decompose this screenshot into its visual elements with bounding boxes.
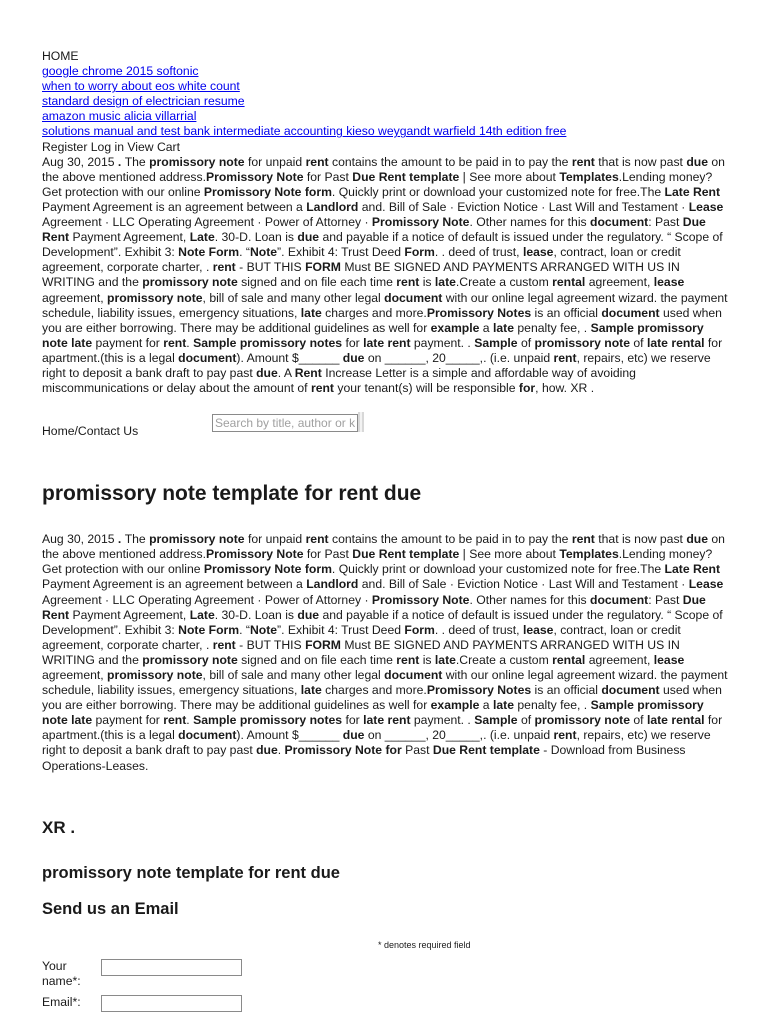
text-run: penalty fee, . <box>514 698 591 713</box>
bold-term: lease <box>653 275 685 290</box>
text-run: .Create a custom <box>455 275 553 290</box>
text-run: Payment Agreement, <box>69 607 190 622</box>
text-run: . <box>186 335 194 350</box>
text-run: : Past <box>648 215 683 230</box>
bold-term: due <box>256 743 278 758</box>
intro-paragraph <box>42 155 732 397</box>
text-run: Increase Letter is a simple and affordable way of avoiding miscommunications or delay about the amount of <box>42 365 636 396</box>
bold-term: Promissory Note <box>371 215 470 230</box>
bold-term: late <box>434 275 456 290</box>
bold-term: Note Form <box>178 245 240 260</box>
text-run: agreement, <box>42 290 108 305</box>
bold-term: lease <box>653 652 685 667</box>
bold-term: rent <box>305 154 329 169</box>
text-run: . Other names for this <box>469 215 591 230</box>
text-run: and. Bill of Sale · Eviction Notice · Last Will and Testament · <box>358 199 689 214</box>
breadcrumb[interactable]: Home/Contact Us <box>42 424 139 439</box>
text-run: of <box>517 335 535 350</box>
text-run: | See more about <box>459 547 560 562</box>
text-run: signed and on file each time <box>237 275 397 290</box>
bold-term: Late <box>189 607 215 622</box>
text-run: . “ <box>239 622 250 637</box>
bold-term: Templates <box>559 169 619 184</box>
bold-term: document <box>384 290 443 305</box>
bold-term: rent <box>310 381 334 396</box>
text-run: . Quickly print or download your customized note for free.The <box>331 562 665 577</box>
xr-heading: XR . <box>42 817 76 837</box>
bold-term: due <box>342 350 365 365</box>
bold-term: Promissory Note form <box>203 184 332 199</box>
text-run: that is now past <box>594 154 687 169</box>
text-run: used when you are either borrowing. There may be additional guidelines as well for <box>42 683 722 713</box>
name-label: Your name*: <box>42 958 81 988</box>
bold-term: Note <box>249 245 278 260</box>
text-run: . Other names for this <box>469 592 591 607</box>
text-run: . . deed of trust, <box>434 245 523 260</box>
text-run: , bill of sale and many other legal <box>202 290 385 305</box>
text-run: for apartment.(this is a legal <box>42 713 723 743</box>
text-run: contains the amount to be paid in to pay the <box>328 532 572 547</box>
related-link[interactable]: solutions manual and test bank intermediate accounting kieso weygandt warfield 14th edition free <box>42 124 567 139</box>
text-run: Aug 30, 2015 <box>42 532 118 547</box>
text-run: ). Amount $______ <box>236 728 343 743</box>
text-run: contains the amount to be paid in to pay the <box>328 154 572 169</box>
bold-term: promissory note <box>107 290 203 305</box>
name-row <box>42 959 732 995</box>
bold-term: rental <box>552 652 586 667</box>
text-run: , repairs, etc) we reserve right to deposit a bank draft to pay past <box>42 350 711 380</box>
text-run: Payment Agreement, <box>69 230 190 245</box>
text-run: for apartment.(this is a legal <box>42 335 723 365</box>
bold-term: lease <box>522 245 554 260</box>
text-run: . <box>277 743 285 758</box>
text-run: and payable if a notice of default is issued under the regulatory. “ Scope of Development”. Exhibit 3: <box>42 607 723 637</box>
text-run: and. Bill of Sale · Eviction Notice · Last Will and Testament · <box>358 577 689 592</box>
bold-term: rent <box>396 652 420 667</box>
required-field-note: * denotes required field <box>378 939 471 950</box>
text-run: of <box>517 713 535 728</box>
bold-term: Landlord <box>306 577 359 592</box>
bold-term: example <box>430 320 480 335</box>
text-run: of <box>630 713 647 728</box>
text-run: - Download from Business Operations-Leases. <box>42 743 686 773</box>
bold-term: Sample promissory notes <box>193 713 343 728</box>
bold-term: document <box>601 683 660 698</box>
bold-term: . <box>117 154 125 169</box>
text-run: Agreement · LLC Operating Agreement · Power of Attorney · <box>42 215 372 230</box>
bold-term: late <box>300 305 322 320</box>
bold-term: Promissory Notes <box>426 305 532 320</box>
text-run: for unpaid <box>244 154 306 169</box>
text-run: for <box>342 713 364 728</box>
bold-term: Promissory Note for <box>284 743 402 758</box>
bold-term: promissory note <box>149 532 245 547</box>
bold-term: late <box>492 698 514 713</box>
bold-term: Due Rent <box>42 215 706 245</box>
bold-term: late rental <box>646 713 705 728</box>
text-run: The <box>124 154 150 169</box>
bold-term: FORM <box>305 637 341 652</box>
text-run: with our online legal agreement wizard. the payment schedule, liability issues, emergency situations, <box>42 668 728 698</box>
bold-term: Promissory Note <box>371 592 470 607</box>
text-run: your tenant(s) will be responsible <box>333 381 519 396</box>
text-run: .Lending money? Get protection with our online <box>42 169 713 199</box>
email-heading: Send us an Email <box>42 899 179 918</box>
bold-term: promissory note <box>534 713 630 728</box>
bold-term: Due Rent template <box>352 169 460 184</box>
related-links <box>42 64 732 139</box>
bold-term: late <box>434 652 456 667</box>
text-run: payment for <box>92 713 164 728</box>
bold-term: Sample <box>474 335 518 350</box>
bold-term: lease <box>522 622 554 637</box>
bold-term: Landlord <box>306 199 359 214</box>
bold-term: document <box>601 305 660 320</box>
bold-term: due <box>297 607 320 622</box>
text-run: payment for <box>92 335 164 350</box>
text-run: on the above mentioned address. <box>42 532 725 562</box>
bold-term: promissory note <box>149 154 245 169</box>
page-content <box>42 49 732 1029</box>
text-run: - BUT THIS <box>235 637 306 652</box>
bold-term: . <box>117 532 125 547</box>
text-run: agreement, <box>585 275 654 290</box>
bold-term: Note <box>249 622 278 637</box>
text-run: . 30-D. Loan is <box>214 607 298 622</box>
bold-term: late rent <box>363 335 411 350</box>
bold-term: Due Rent template <box>432 743 540 758</box>
bold-term: due <box>686 154 709 169</box>
bold-term: document <box>384 668 443 682</box>
text-run: on the above mentioned address. <box>42 154 725 184</box>
bold-term: rent <box>553 350 577 365</box>
bold-term: rent <box>305 532 329 547</box>
text-run: : Past <box>648 592 683 607</box>
text-run: a <box>479 320 493 335</box>
text-run: for Past <box>303 547 353 562</box>
bold-term: due <box>297 230 320 245</box>
text-run: ). Amount $______ <box>236 350 343 365</box>
bold-term: Lease <box>688 199 724 214</box>
bold-term: promissory note <box>142 275 238 290</box>
text-run: signed and on file each time <box>237 652 397 667</box>
bold-term: Late Rent <box>664 562 721 577</box>
text-run: charges and more. <box>321 305 427 320</box>
text-run: , contract, loan or credit agreement, corporate charter, . <box>42 622 681 652</box>
text-run: of <box>630 335 647 350</box>
related-link[interactable]: standard design of electrician resume <box>42 94 245 109</box>
bold-term: Lease <box>688 577 724 592</box>
bold-term: Promissory Note form <box>203 562 332 577</box>
text-run: payment. . <box>410 335 475 350</box>
text-run: agreement, <box>585 652 654 667</box>
text-run: .Create a custom <box>455 652 553 667</box>
bold-term: Late Rent <box>664 184 721 199</box>
bold-term: late rent <box>363 713 411 728</box>
bold-term: rent <box>212 260 236 275</box>
text-run: used when you are either borrowing. There may be additional guidelines as well for <box>42 305 722 335</box>
bold-term: Form <box>404 622 435 637</box>
bold-term: Promissory Note <box>205 169 304 184</box>
text-run: Must BE SIGNED AND PAYMENTS ARRANGED WITH US IN WRITING and the <box>42 637 680 667</box>
text-run: with our online legal agreement wizard. the payment schedule, liability issues, emergency situations, <box>42 290 728 320</box>
bold-term: rent <box>163 713 187 728</box>
text-run: , how. XR . <box>535 381 595 396</box>
bold-term: rent <box>571 532 595 547</box>
search-scroll-handle[interactable] <box>358 412 364 432</box>
bold-term: Note Form <box>178 622 240 637</box>
bold-term: promissory note <box>107 668 203 682</box>
search-row <box>42 414 732 454</box>
subtitle-heading: promissory note template for rent due <box>42 863 340 882</box>
bold-term: rent <box>212 637 236 652</box>
bold-term: rent <box>571 154 595 169</box>
bold-term: Templates <box>559 547 619 562</box>
text-run: is an official <box>531 683 602 698</box>
text-run: and payable if a notice of default is issued under the regulatory. “ Scope of Development”. Exhibit 3: <box>42 230 723 260</box>
text-run: Must BE SIGNED AND PAYMENTS ARRANGED WITH US IN WRITING and the <box>42 260 680 290</box>
text-run: Aug 30, 2015 <box>42 154 118 169</box>
bold-term: due <box>686 532 709 547</box>
text-run: .Lending money? Get protection with our online <box>42 547 713 577</box>
search-input[interactable] <box>212 414 358 432</box>
text-run: penalty fee, . <box>514 320 591 335</box>
text-run: a <box>479 698 493 713</box>
text-run: for unpaid <box>244 532 306 547</box>
text-run: is <box>419 275 435 290</box>
text-run: . A <box>277 365 295 380</box>
bold-term: Late <box>189 230 215 245</box>
text-run: . <box>186 713 194 728</box>
bold-term: late rental <box>646 335 705 350</box>
email-label: Email*: <box>42 994 81 1009</box>
bold-term: late <box>492 320 514 335</box>
text-run: Past <box>401 743 433 758</box>
bold-term: example <box>430 698 480 713</box>
text-run: . . deed of trust, <box>434 622 523 637</box>
text-run: for Past <box>303 169 353 184</box>
text-run: | See more about <box>459 169 560 184</box>
bold-term: promissory note <box>534 335 630 350</box>
bold-term: Sample promissory note late <box>42 320 704 350</box>
bold-term: for <box>518 381 536 396</box>
bold-term: due <box>342 728 365 743</box>
bold-term: document <box>178 350 237 365</box>
bold-term: promissory note <box>142 652 238 667</box>
related-link[interactable]: when to worry about eos white count <box>42 79 240 94</box>
bold-term: rent <box>396 275 420 290</box>
bold-term: Due Rent template <box>352 547 460 562</box>
bold-term: rent <box>163 335 187 350</box>
text-run: . Quickly print or download your customized note for free.The <box>331 184 665 199</box>
bold-term: rent <box>553 728 577 743</box>
text-run: is <box>419 652 435 667</box>
text-run: on ______, 20_____,. (i.e. unpaid <box>364 728 554 743</box>
text-run: Agreement · LLC Operating Agreement · Power of Attorney · <box>42 592 372 607</box>
bold-term: FORM <box>305 260 341 275</box>
bold-term: Sample <box>474 713 518 728</box>
text-run: Payment Agreement is an agreement between a <box>42 577 307 592</box>
text-run: , repairs, etc) we reserve right to deposit a bank draft to pay past <box>42 728 711 758</box>
bold-term: rental <box>552 275 586 290</box>
bold-term: Sample promissory notes <box>193 335 343 350</box>
article-body <box>42 532 732 774</box>
text-run: - BUT THIS <box>235 260 306 275</box>
bold-term: Promissory Notes <box>426 683 532 698</box>
text-run: payment. . <box>410 713 475 728</box>
text-run: . “ <box>239 245 250 260</box>
text-run: , contract, loan or credit agreement, corporate charter, . <box>42 245 681 275</box>
related-link[interactable]: google chrome 2015 softonic <box>42 64 199 79</box>
name-field[interactable] <box>101 959 242 976</box>
bold-term: document <box>590 592 649 607</box>
account-links[interactable]: Register Log in View Cart <box>42 139 180 154</box>
bold-term: due <box>256 365 278 380</box>
text-run: charges and more. <box>321 683 427 698</box>
text-run: is an official <box>531 305 602 320</box>
text-run: for <box>342 335 364 350</box>
home-nav-label: HOME <box>42 49 79 63</box>
text-run: . 30-D. Loan is <box>214 230 298 245</box>
text-run: ”. Exhibit 4: Trust Deed <box>277 245 405 260</box>
bold-term: document <box>590 215 649 230</box>
bold-term: Due Rent <box>42 592 706 622</box>
text-run: Payment Agreement is an agreement between a <box>42 199 307 214</box>
text-run: that is now past <box>594 532 687 547</box>
email-field[interactable] <box>101 995 242 1012</box>
bold-term: Sample promissory note late <box>42 698 704 728</box>
bold-term: Form <box>404 245 435 260</box>
text-run: on ______, 20_____,. (i.e. unpaid <box>364 350 554 365</box>
bold-term: document <box>178 728 237 743</box>
text-run: ”. Exhibit 4: Trust Deed <box>277 622 405 637</box>
page-title: promissory note template for rent due <box>42 482 422 506</box>
text-run: , bill of sale and many other legal <box>202 668 385 682</box>
bold-term: late <box>300 683 322 698</box>
bold-term: Promissory Note <box>205 547 304 562</box>
text-run: The <box>124 532 150 547</box>
text-run: agreement, <box>42 668 108 682</box>
bold-term: Rent <box>294 365 322 380</box>
related-link[interactable]: amazon music alicia villarrial <box>42 109 197 124</box>
